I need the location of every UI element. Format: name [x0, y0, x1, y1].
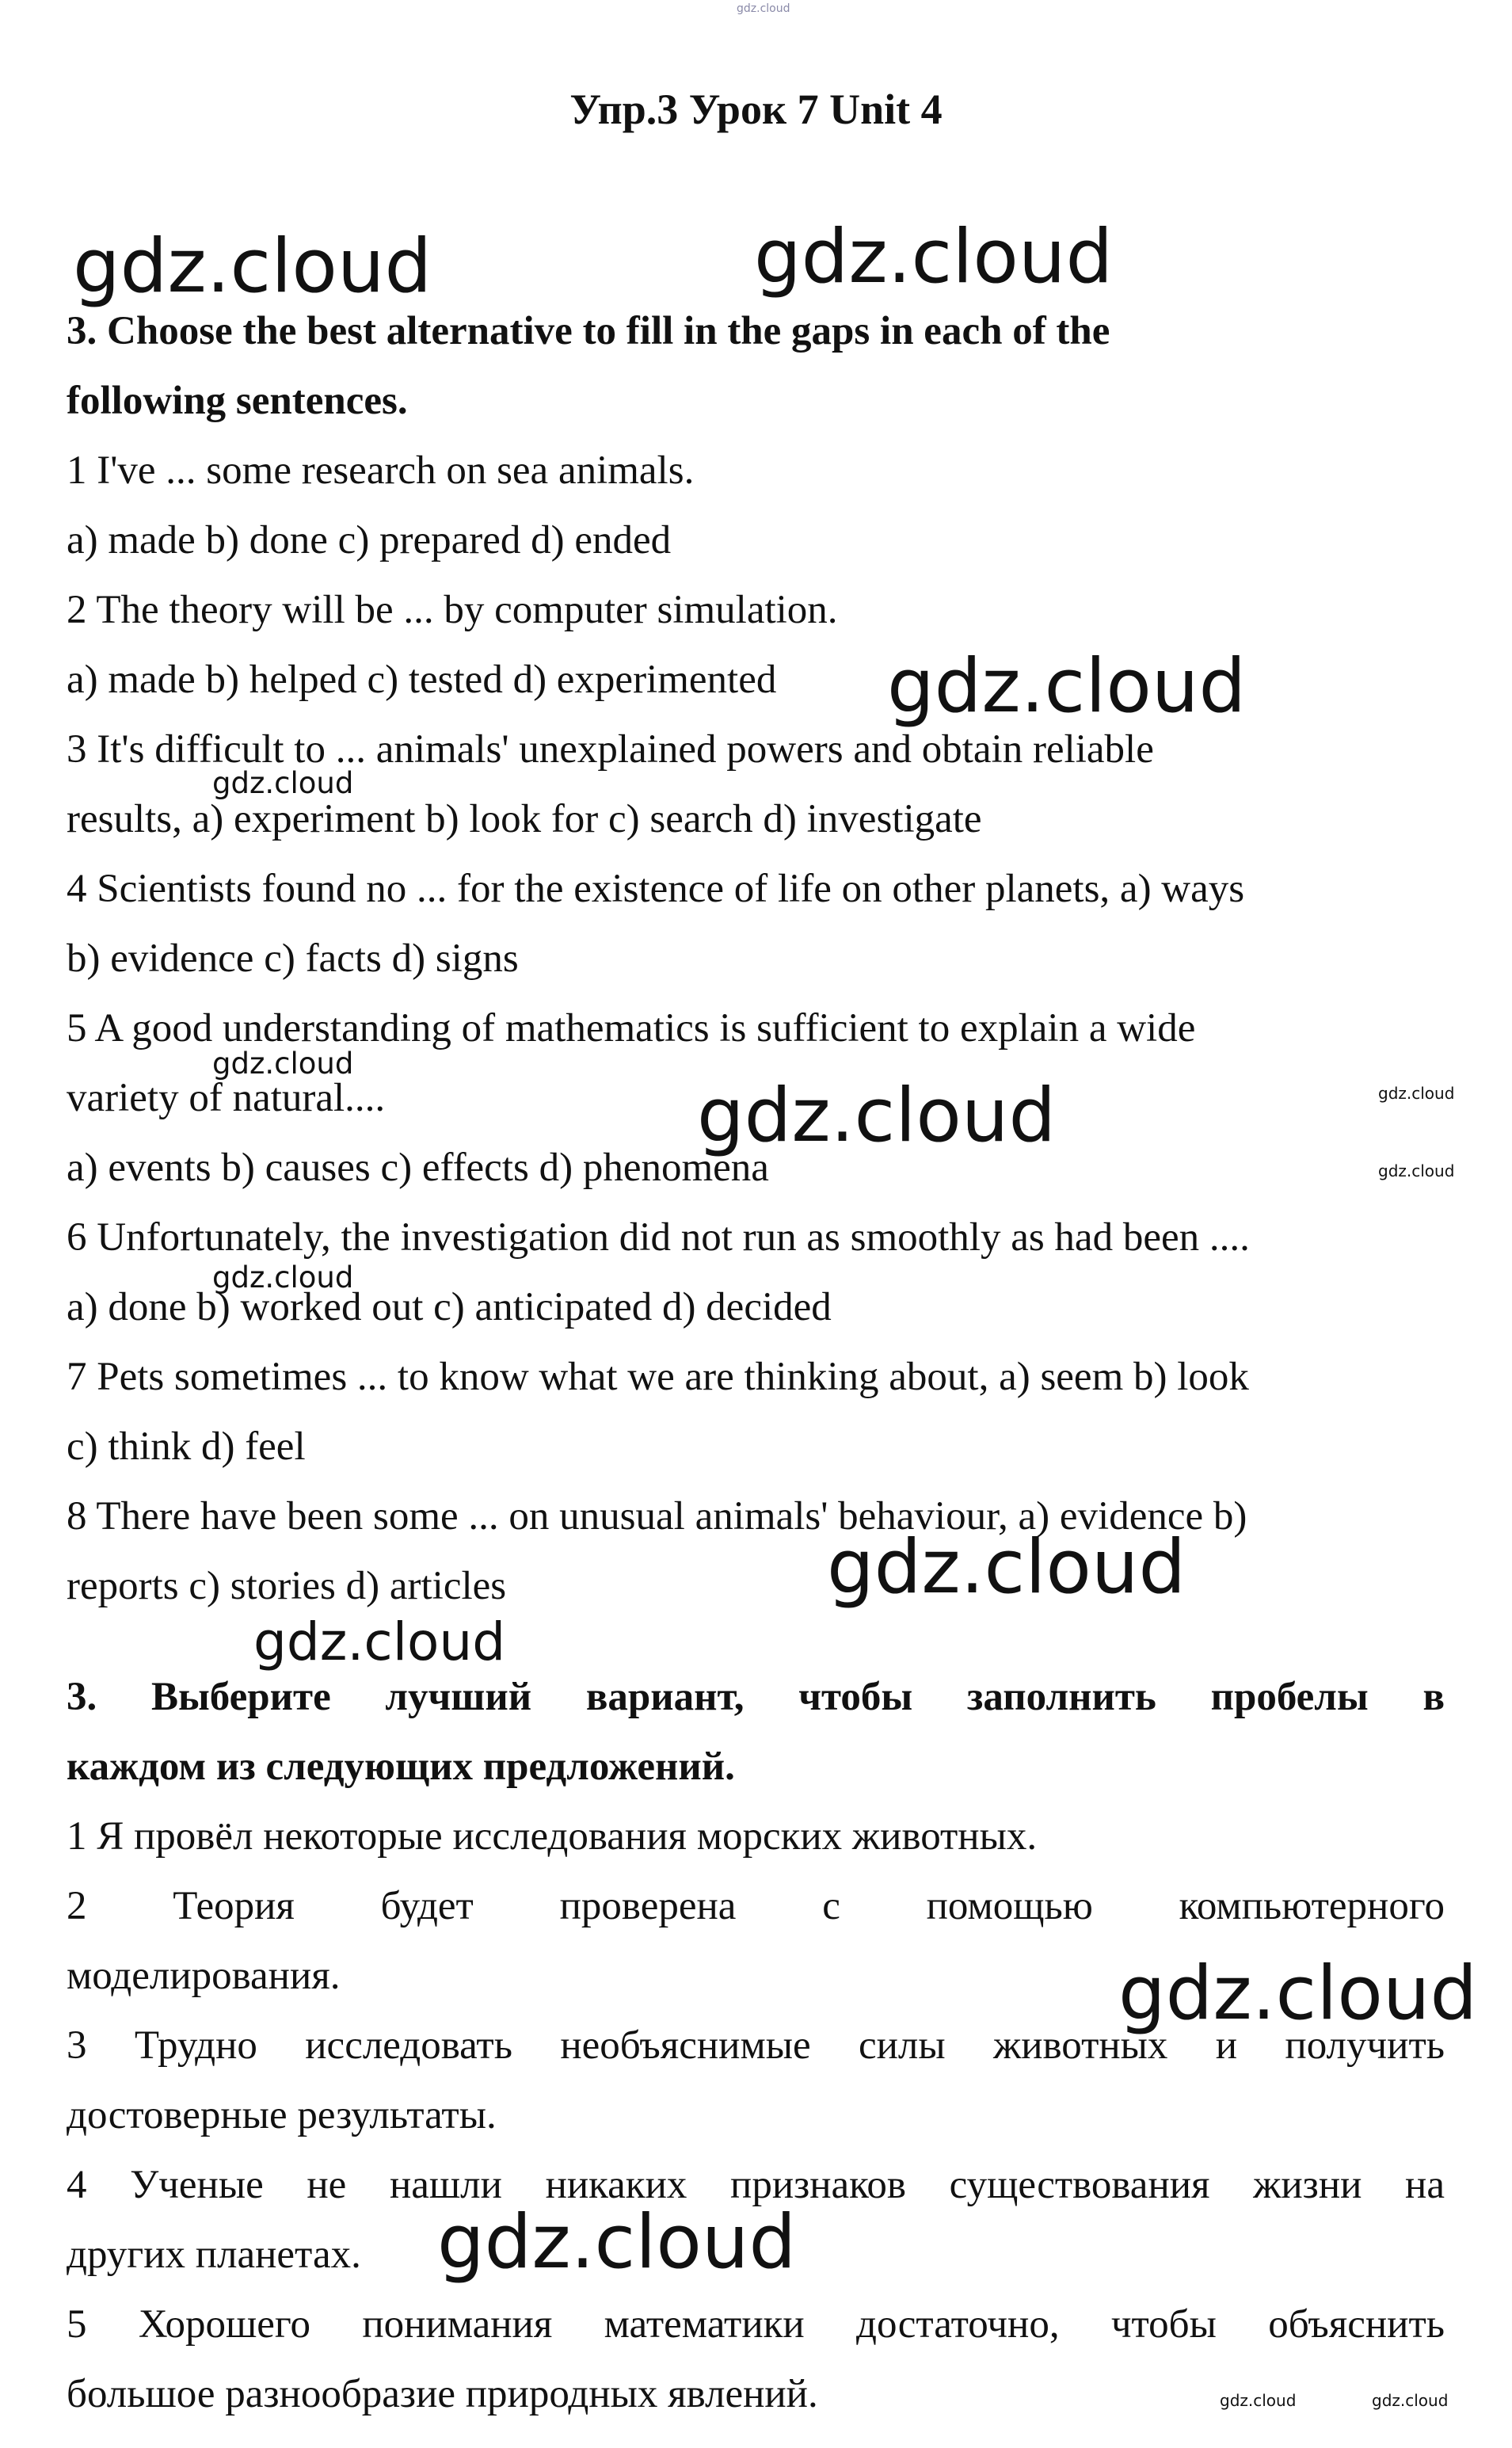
english-heading-line-2: following sentences. — [67, 379, 408, 423]
watermark: gdz.cloud — [73, 223, 432, 310]
watermark: gdz.cloud — [253, 1611, 506, 1672]
russian-heading-line-2: каждом из следующих предложений. — [67, 1744, 735, 1789]
english-heading-line-1: 3. Choose the best alternative to fill in the gaps in each of the — [67, 309, 1110, 353]
english-line: a) made b) done c) prepared d) ended — [67, 518, 672, 562]
english-line: b) evidence c) facts d) signs — [67, 936, 519, 981]
english-line: c) think d) feel — [67, 1424, 306, 1469]
site-tag-watermark: gdz.cloud — [737, 2, 790, 15]
english-line: a) made b) helped c) tested d) experimented — [67, 658, 777, 702]
english-line: reports c) stories d) articles — [67, 1564, 507, 1608]
english-line: 5 A good understanding of mathematics is sufficient to explain a wide — [67, 1006, 1196, 1051]
watermark: gdz.cloud — [437, 2199, 797, 2286]
english-line: 3 It's difficult to ... animals' unexplained powers and obtain reliable — [67, 727, 1154, 772]
watermark: gdz.cloud — [1220, 2391, 1297, 2410]
watermark: gdz.cloud — [697, 1073, 1057, 1159]
english-line: 4 Scientists found no ... for the existence of life on other planets, a) ways — [67, 867, 1245, 911]
russian-line: моделирования. — [67, 1954, 341, 1998]
russian-heading-line-1: 3. Выберите лучший вариант, чтобы заполнить пробелы в — [67, 1675, 1445, 1719]
watermark: gdz.cloud — [1118, 1950, 1478, 2037]
english-line: 8 There have been some ... on unusual animals' behaviour, a) evidence b) — [67, 1494, 1247, 1539]
russian-line: 1 Я провёл некоторые исследования морских животных. — [67, 1814, 1038, 1859]
english-line: 1 I've ... some research on sea animals. — [67, 448, 695, 493]
watermark: gdz.cloud — [1378, 1084, 1455, 1103]
english-line: 2 The theory will be ... by computer simulation. — [67, 588, 838, 632]
russian-line: большое разнообразие природных явлений. — [67, 2372, 818, 2416]
watermark: gdz.cloud — [754, 214, 1114, 300]
watermark: gdz.cloud — [1372, 2391, 1449, 2410]
russian-line: 2 Теория будет проверена с помощью компьютерного — [67, 1884, 1445, 1928]
watermark: gdz.cloud — [212, 1260, 354, 1295]
russian-line: 3 Трудно исследовать необъяснимые силы животных и получить — [67, 2023, 1445, 2068]
english-line: a) done b) worked out c) anticipated d) decided — [67, 1285, 832, 1329]
watermark: gdz.cloud — [212, 1047, 354, 1081]
watermark: gdz.cloud — [212, 766, 354, 800]
english-line: 6 Unfortunately, the investigation did not run as smoothly as had been .... — [67, 1215, 1250, 1260]
watermark: gdz.cloud — [887, 643, 1247, 730]
watermark: gdz.cloud — [827, 1524, 1186, 1611]
english-line: variety of natural.... — [67, 1076, 386, 1120]
russian-line: 5 Хорошего понимания математики достаточно, чтобы объяснить — [67, 2302, 1445, 2347]
english-line: results, a) experiment b) look for c) search d) investigate — [67, 797, 982, 841]
english-line: 7 Pets sometimes ... to know what we are thinking about, a) seem b) look — [67, 1355, 1249, 1399]
russian-line: достоверные результаты. — [67, 2093, 497, 2137]
page-title: Упр.3 Урок 7 Unit 4 — [569, 86, 943, 133]
english-line: a) events b) causes c) effects d) phenomena — [67, 1146, 769, 1190]
russian-line: других планетах. — [67, 2233, 361, 2277]
russian-line: 4 Ученые не нашли никаких признаков существования жизни на — [67, 2163, 1445, 2207]
watermark: gdz.cloud — [1378, 1161, 1455, 1180]
